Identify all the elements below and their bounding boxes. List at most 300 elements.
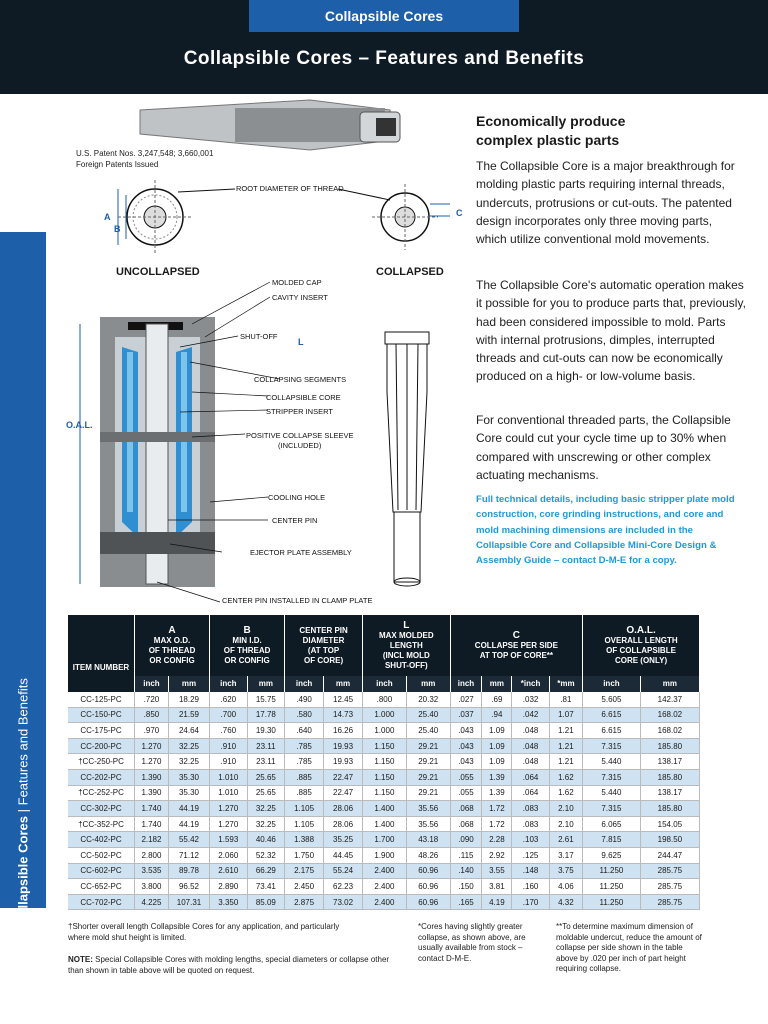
value-cell: 1.400	[362, 816, 406, 832]
heading-line-2: complex plastic parts	[476, 132, 620, 148]
value-cell: 1.390	[135, 785, 169, 801]
value-cell: .910	[210, 738, 248, 754]
item-number-cell: CC-502-PC	[68, 847, 135, 863]
sidebar-band	[0, 232, 46, 926]
value-cell: 35.30	[168, 785, 209, 801]
value-cell: .083	[512, 816, 549, 832]
value-cell: 5.605	[583, 692, 641, 707]
table-row	[68, 723, 700, 739]
value-cell: .043	[450, 738, 482, 754]
value-cell: 4.19	[482, 894, 512, 910]
value-cell: 2.875	[285, 894, 324, 910]
value-cell: 2.182	[135, 832, 169, 848]
value-cell: 168.02	[640, 723, 699, 739]
value-cell: 1.000	[362, 723, 406, 739]
double-star-footnote: **To determine maximum dimension of moldable undercut, reduce the amount of collapse per side shown in the table above by .020 per inch of part height requiring collapse.	[556, 922, 702, 973]
value-cell: 7.315	[583, 738, 641, 754]
unit-header: inch	[450, 676, 482, 692]
value-cell: .69	[482, 692, 512, 707]
group-line: MAX MOLDED	[378, 630, 434, 640]
value-cell: 1.740	[135, 816, 169, 832]
value-cell: .800	[362, 692, 406, 707]
value-cell: .885	[285, 785, 324, 801]
value-cell: 244.47	[640, 847, 699, 863]
value-cell: 21.59	[168, 707, 209, 723]
value-cell: 3.17	[549, 847, 582, 863]
cavity-insert-label: CAVITY INSERT	[272, 293, 328, 302]
intro-paragraph: The Collapsible Core is a major breakthrough for molding plastic parts requiring internal threads, undercuts, protrusions or cut-outs. The patented design incorporates only three moving parts, which utilize conventional mold movements.	[476, 159, 735, 247]
collapsible-core-label: COLLAPSIBLE CORE	[266, 393, 341, 402]
value-cell: .090	[450, 832, 482, 848]
technical-details-note: Full technical details, including basic stripper plate mold construction, core grinding instructions, and core and mold machining dimensions are included in the Collapsible Core and Collapsible Mini-Core Design & Assembly Guide – contact D-M-E for a copy.	[476, 494, 735, 567]
value-cell: 185.80	[640, 801, 699, 817]
value-cell: 60.96	[406, 894, 450, 910]
patent-line-1: U.S. Patent Nos. 3,247,548; 3,660,001	[76, 149, 214, 158]
value-cell: .068	[450, 816, 482, 832]
value-cell: 11.250	[583, 879, 641, 895]
sidebar-separator: |	[15, 809, 31, 813]
included-label: (INCLUDED)	[278, 441, 322, 450]
value-cell: 9.625	[583, 847, 641, 863]
group-line: OF CORE)	[304, 655, 344, 665]
value-cell: 96.52	[168, 879, 209, 895]
value-cell: 1.105	[285, 816, 324, 832]
collapsed-core-elevation	[385, 332, 429, 586]
group-letter: O.A.L.	[626, 624, 656, 636]
spec-table	[68, 615, 700, 910]
value-cell: 17.78	[247, 707, 285, 723]
unit-header: mm	[640, 676, 699, 692]
value-cell: 1.39	[482, 785, 512, 801]
value-cell: 2.890	[210, 879, 248, 895]
value-cell: .048	[512, 738, 549, 754]
value-cell: 16.26	[324, 723, 363, 739]
dimension-l-label: L	[298, 337, 304, 347]
dimension-c-label: C	[456, 208, 463, 218]
value-cell: .064	[512, 769, 549, 785]
value-cell: 1.105	[285, 801, 324, 817]
sidebar-label-bold: Collapsible Cores	[15, 816, 31, 926]
value-cell: 1.39	[482, 769, 512, 785]
value-cell: 20.32	[406, 692, 450, 707]
value-cell: 1.270	[210, 816, 248, 832]
value-cell: .700	[210, 707, 248, 723]
value-cell: 1.400	[362, 801, 406, 817]
unit-header: *mm	[549, 676, 582, 692]
value-cell: .055	[450, 769, 482, 785]
group-line: DIAMETER	[302, 635, 345, 645]
value-cell: .037	[450, 707, 482, 723]
group-line: OR CONFIG	[224, 655, 270, 665]
value-cell: 25.40	[406, 707, 450, 723]
value-cell: 32.25	[247, 801, 285, 817]
value-cell: 19.93	[324, 754, 363, 770]
value-cell: 3.535	[135, 863, 169, 879]
value-cell: 44.19	[168, 801, 209, 817]
value-cell: 1.270	[210, 801, 248, 817]
value-cell: .103	[512, 832, 549, 848]
group-line: MAX O.D.	[153, 635, 191, 645]
value-cell: 18.29	[168, 692, 209, 707]
value-cell: 154.05	[640, 816, 699, 832]
value-cell: 4.32	[549, 894, 582, 910]
value-cell: 32.25	[168, 754, 209, 770]
column-group-a	[135, 615, 210, 676]
dimension-b-label: B	[114, 224, 121, 234]
value-cell: 25.40	[406, 723, 450, 739]
group-line: OVERALL LENGTH	[604, 635, 678, 645]
group-line: CORE (ONLY)	[614, 655, 668, 665]
value-cell: 1.270	[135, 738, 169, 754]
value-cell: .620	[210, 692, 248, 707]
unit-header: *inch	[512, 676, 549, 692]
value-cell: 25.65	[247, 769, 285, 785]
core-product-photo	[140, 100, 400, 150]
unit-header: mm	[482, 676, 512, 692]
value-cell: 1.07	[549, 707, 582, 723]
value-cell: 14.73	[324, 707, 363, 723]
value-cell: 7.815	[583, 832, 641, 848]
group-letter: C	[512, 629, 520, 641]
value-cell: 1.010	[210, 769, 248, 785]
value-cell: 138.17	[640, 785, 699, 801]
value-cell: 52.32	[247, 847, 285, 863]
group-letter: L	[403, 619, 410, 631]
value-cell: 138.17	[640, 754, 699, 770]
collapsed-label: COLLAPSED	[376, 266, 444, 278]
value-cell: 2.400	[362, 879, 406, 895]
table-row	[68, 894, 700, 910]
item-number-cell: CC-175-PC	[68, 723, 135, 739]
value-cell: .720	[135, 692, 169, 707]
value-cell: .032	[512, 692, 549, 707]
value-cell: .81	[549, 692, 582, 707]
group-line: MIN I.D.	[232, 635, 262, 645]
value-cell: .165	[450, 894, 482, 910]
group-line: OF COLLAPSIBLE	[606, 645, 676, 655]
unit-header: inch	[135, 676, 169, 692]
value-cell: 1.700	[362, 832, 406, 848]
value-cell: 55.24	[324, 863, 363, 879]
value-cell: 1.21	[549, 723, 582, 739]
dimension-a-label: A	[104, 212, 111, 222]
value-cell: 1.150	[362, 785, 406, 801]
center-pin-clamp-label: CENTER PIN INSTALLED IN CLAMP PLATE	[222, 596, 373, 605]
unit-header: mm	[247, 676, 285, 692]
value-cell: 11.250	[583, 863, 641, 879]
value-cell: 23.11	[247, 738, 285, 754]
table-row	[68, 801, 700, 817]
group-line: LENGTH	[389, 640, 423, 650]
value-cell: 89.78	[168, 863, 209, 879]
value-cell: 1.09	[482, 723, 512, 739]
value-cell: 3.350	[210, 894, 248, 910]
value-cell: 1.000	[362, 707, 406, 723]
column-group-b	[210, 615, 285, 676]
group-line: OF THREAD	[223, 645, 271, 655]
column-group-oal	[583, 615, 700, 676]
value-cell: .055	[450, 785, 482, 801]
value-cell: 35.56	[406, 801, 450, 817]
item-number-cell: CC-702-PC	[68, 894, 135, 910]
item-number-cell: CC-150-PC	[68, 707, 135, 723]
value-cell: 32.25	[247, 816, 285, 832]
value-cell: .170	[512, 894, 549, 910]
value-cell: .94	[482, 707, 512, 723]
value-cell: .785	[285, 738, 324, 754]
star-footnote: *Cores having slightly greater collapse, as shown above, are usually available from stock – contact D-M-E.	[418, 922, 526, 963]
cycle-time-paragraph: For conventional threaded parts, the Collapsible Core could cut your cycle time up to 30% when compared with unscrewing or other complex actuating mechanisms.	[476, 413, 731, 482]
value-cell: 2.610	[210, 863, 248, 879]
value-cell: .027	[450, 692, 482, 707]
unit-header: inch	[285, 676, 324, 692]
value-cell: 1.62	[549, 785, 582, 801]
cooling-hole-label: COOLING HOLE	[268, 493, 326, 502]
value-cell: 29.21	[406, 754, 450, 770]
root-diameter-label: ROOT DIAMETER OF THREAD	[236, 184, 344, 193]
value-cell: 1.09	[482, 754, 512, 770]
value-cell: .785	[285, 754, 324, 770]
value-cell: .760	[210, 723, 248, 739]
group-line: AT TOP OF CORE**	[479, 650, 554, 660]
value-cell: 285.75	[640, 863, 699, 879]
value-cell: 1.150	[362, 769, 406, 785]
value-cell: 29.21	[406, 769, 450, 785]
value-cell: .043	[450, 723, 482, 739]
value-cell: 6.615	[583, 723, 641, 739]
value-cell: 7.315	[583, 801, 641, 817]
value-cell: 2.10	[549, 801, 582, 817]
value-cell: 35.56	[406, 816, 450, 832]
value-cell: 19.93	[324, 738, 363, 754]
value-cell: 12.45	[324, 692, 363, 707]
value-cell: .150	[450, 879, 482, 895]
value-cell: 28.06	[324, 801, 363, 817]
page-header	[0, 0, 768, 94]
value-cell: 62.23	[324, 879, 363, 895]
value-cell: 185.80	[640, 769, 699, 785]
value-cell: 35.25	[324, 832, 363, 848]
molded-cap-label: MOLDED CAP	[272, 278, 322, 287]
value-cell: .160	[512, 879, 549, 895]
value-cell: 43.18	[406, 832, 450, 848]
value-cell: .048	[512, 723, 549, 739]
value-cell: 1.21	[549, 754, 582, 770]
value-cell: .083	[512, 801, 549, 817]
group-line: OR CONFIG	[149, 655, 195, 665]
unit-header: inch	[362, 676, 406, 692]
value-cell: 185.80	[640, 738, 699, 754]
value-cell: 5.440	[583, 785, 641, 801]
value-cell: 1.62	[549, 769, 582, 785]
value-cell: 198.50	[640, 832, 699, 848]
uncollapsed-label: UNCOLLAPSED	[116, 266, 200, 278]
value-cell: 2.060	[210, 847, 248, 863]
value-cell: 71.12	[168, 847, 209, 863]
section-heading	[476, 112, 746, 150]
value-cell: 24.64	[168, 723, 209, 739]
operation-paragraph: The Collapsible Core's automatic operation makes it possible for you to produce parts that, previously, had been considered impossible to mold. Parts with internal protrusions, dimples, interrupted threads and cut-outs can now be economically produced on a high- or low-volume basis.	[476, 278, 746, 384]
positive-collapse-sleeve-label: POSITIVE COLLAPSE SLEEVE	[246, 431, 354, 440]
value-cell: .048	[512, 754, 549, 770]
value-cell: .490	[285, 692, 324, 707]
page-title: Collapsible Cores – Features and Benefits	[183, 48, 585, 69]
item-number-cell: CC-200-PC	[68, 738, 135, 754]
item-number-cell: †CC-250-PC	[68, 754, 135, 770]
center-pin-label: CENTER PIN	[272, 516, 318, 525]
value-cell: 2.800	[135, 847, 169, 863]
unit-header: inch	[210, 676, 248, 692]
value-cell: .042	[512, 707, 549, 723]
value-cell: 1.390	[135, 769, 169, 785]
value-cell: .068	[450, 801, 482, 817]
value-cell: 107.31	[168, 894, 209, 910]
value-cell: 4.225	[135, 894, 169, 910]
collapsed-section-view	[372, 184, 450, 250]
collapsing-segments-label: COLLAPSING SEGMENTS	[254, 375, 347, 384]
item-number-cell: †CC-352-PC	[68, 816, 135, 832]
value-cell: 285.75	[640, 894, 699, 910]
value-cell: 73.41	[247, 879, 285, 895]
value-cell: 55.42	[168, 832, 209, 848]
shut-off-label: SHUT-OFF	[240, 332, 278, 341]
value-cell: 22.47	[324, 785, 363, 801]
value-cell: 3.81	[482, 879, 512, 895]
item-number-cell: CC-652-PC	[68, 879, 135, 895]
value-cell: 2.450	[285, 879, 324, 895]
table-row	[68, 863, 700, 879]
stripper-insert-label: STRIPPER INSERT	[266, 407, 333, 416]
item-number-cell: CC-202-PC	[68, 769, 135, 785]
value-cell: 1.09	[482, 738, 512, 754]
value-cell: 2.61	[549, 832, 582, 848]
table-row	[68, 769, 700, 785]
patent-line-2: Foreign Patents Issued	[76, 160, 159, 169]
value-cell: 29.21	[406, 738, 450, 754]
value-cell: 1.21	[549, 738, 582, 754]
uncollapsed-section-view	[118, 180, 192, 254]
value-cell: 1.900	[362, 847, 406, 863]
value-cell: 1.150	[362, 754, 406, 770]
table-row	[68, 707, 700, 723]
unit-header: mm	[324, 676, 363, 692]
group-line: CENTER PIN	[299, 625, 348, 635]
value-cell: 168.02	[640, 707, 699, 723]
value-cell: 1.72	[482, 816, 512, 832]
sidebar-label	[16, 678, 31, 926]
dagger-footnote: †Shorter overall length Collapsible Cores for any application, and particularly where mold shut height is limited.	[68, 922, 340, 942]
value-cell: .064	[512, 785, 549, 801]
value-cell: .970	[135, 723, 169, 739]
value-cell: 285.75	[640, 879, 699, 895]
value-cell: 28.06	[324, 816, 363, 832]
column-group-center-pin	[285, 615, 363, 676]
group-line: OF THREAD	[148, 645, 196, 655]
table-row	[68, 879, 700, 895]
value-cell: 1.270	[135, 754, 169, 770]
value-cell: .885	[285, 769, 324, 785]
value-cell: 60.96	[406, 879, 450, 895]
table-row	[68, 847, 700, 863]
value-cell: .125	[512, 847, 549, 863]
group-line: SHUT-OFF)	[384, 660, 428, 670]
value-cell: 2.10	[549, 816, 582, 832]
units-spacer	[68, 676, 135, 692]
table-row	[68, 816, 700, 832]
ejector-plate-label: EJECTOR PLATE ASSEMBLY	[250, 548, 352, 557]
item-number-cell: CC-302-PC	[68, 801, 135, 817]
value-cell: 1.72	[482, 801, 512, 817]
value-cell: 7.315	[583, 769, 641, 785]
spec-table-body	[68, 692, 700, 910]
value-cell: 1.388	[285, 832, 324, 848]
value-cell: 3.75	[549, 863, 582, 879]
unit-header: inch	[583, 676, 641, 692]
value-cell: 35.30	[168, 769, 209, 785]
note-label: NOTE:	[68, 955, 93, 964]
value-cell: 44.45	[324, 847, 363, 863]
value-cell: .148	[512, 863, 549, 879]
value-cell: 44.19	[168, 816, 209, 832]
value-cell: 85.09	[247, 894, 285, 910]
value-cell: 66.29	[247, 863, 285, 879]
value-cell: 5.440	[583, 754, 641, 770]
value-cell: 29.21	[406, 785, 450, 801]
value-cell: 142.37	[640, 692, 699, 707]
value-cell: 60.96	[406, 863, 450, 879]
note-footnote	[68, 955, 398, 976]
group-line: (AT TOP	[307, 645, 340, 655]
value-cell: 2.28	[482, 832, 512, 848]
value-cell: 15.75	[247, 692, 285, 707]
collapsible-core-diagram	[60, 92, 460, 612]
value-cell: .580	[285, 707, 324, 723]
item-number-cell: CC-402-PC	[68, 832, 135, 848]
value-cell: 3.55	[482, 863, 512, 879]
value-cell: 4.06	[549, 879, 582, 895]
value-cell: .640	[285, 723, 324, 739]
column-group-c	[450, 615, 582, 676]
table-row	[68, 785, 700, 801]
value-cell: .910	[210, 754, 248, 770]
value-cell: 2.175	[285, 863, 324, 879]
value-cell: 1.010	[210, 785, 248, 801]
value-cell: 2.400	[362, 863, 406, 879]
value-cell: 25.65	[247, 785, 285, 801]
oal-label: O.A.L.	[66, 420, 93, 430]
value-cell: 6.615	[583, 707, 641, 723]
value-cell: 1.593	[210, 832, 248, 848]
value-cell: 23.11	[247, 754, 285, 770]
item-number-header: ITEM NUMBER	[68, 615, 135, 676]
mold-cross-section	[80, 317, 215, 587]
table-row	[68, 754, 700, 770]
value-cell: 19.30	[247, 723, 285, 739]
value-cell: 48.26	[406, 847, 450, 863]
value-cell: .850	[135, 707, 169, 723]
value-cell: .115	[450, 847, 482, 863]
value-cell: 40.46	[247, 832, 285, 848]
section-tab: Collapsible Cores	[249, 0, 519, 32]
value-cell: 2.92	[482, 847, 512, 863]
table-row	[68, 832, 700, 848]
sidebar-label-rest: Features and Benefits	[15, 678, 31, 806]
value-cell: 22.47	[324, 769, 363, 785]
item-number-cell: CC-602-PC	[68, 863, 135, 879]
value-cell: 3.800	[135, 879, 169, 895]
unit-header: mm	[168, 676, 209, 692]
note-text: Special Collapsible Cores with molding lengths, special diameters or collapse other than shown in table above will be quoted on request.	[68, 955, 390, 975]
